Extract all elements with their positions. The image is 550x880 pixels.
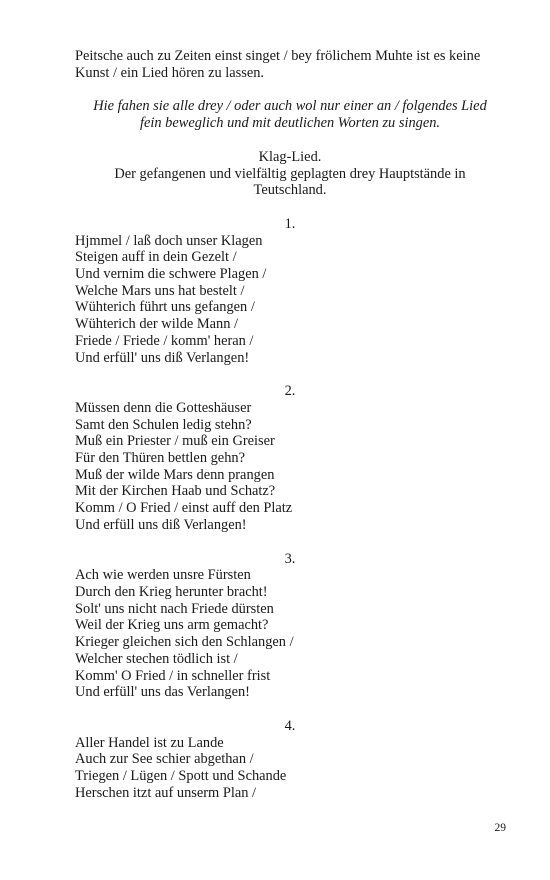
verse-line: Krieger gleichen sich den Schlangen /	[75, 634, 294, 651]
verse-line: Solt' uns nicht nach Friede dürsten	[75, 600, 274, 617]
verse-line: Welcher stechen tödlich ist /	[75, 650, 238, 667]
verse-line: Steigen auff in dein Gezelt /	[75, 249, 237, 266]
verse-line: Weil der Krieg uns arm gemacht?	[75, 617, 269, 634]
verse-line: Welche Mars uns hat bestelt /	[75, 282, 245, 299]
stanza-number: 3.	[284, 550, 296, 567]
verse-line: Muß ein Priester / muß ein Greiser	[75, 433, 275, 450]
prose-line: Kunst / ein Lied hören zu lassen.	[75, 64, 265, 81]
verse-line: Muß der wilde Mars denn prangen	[75, 466, 275, 483]
verse-line: Und vernim die schwere Plagen /	[75, 266, 267, 283]
verse-line: Wühterich der wilde Mann /	[75, 316, 239, 333]
verse-line: Für den Thüren bettlen gehn?	[75, 450, 245, 467]
verse-line: Friede / Friede / komm' heran /	[75, 332, 254, 349]
verse-line: Und erfüll' uns das Verlangen!	[75, 684, 250, 701]
verse-line: Komm' O Fried / in schneller frist	[75, 667, 271, 684]
verse-line: Aller Handel ist zu Lande	[75, 734, 224, 751]
verse-line: Samt den Schulen ledig stehn?	[75, 416, 252, 433]
verse-line: Mit der Kirchen Haab und Schatz?	[75, 483, 276, 500]
stanza-number: 2.	[284, 383, 296, 400]
page-number: 29	[494, 822, 506, 834]
prose-paragraph	[75, 48, 505, 81]
instruction-paragraph	[75, 98, 505, 131]
verse-line: Hjmmel / laß doch unser Klagen	[75, 232, 263, 249]
verse-line: Auch zur See schier abgethan /	[75, 751, 254, 768]
verse-line: Ach wie werden unsre Fürsten	[75, 567, 251, 584]
prose-line: Peitsche auch zu Zeiten einst singet / bey frölichem Muhte ist es keine	[75, 48, 481, 64]
stanza-3	[75, 551, 505, 701]
verse-line: Wühterich führt uns gefangen /	[75, 299, 255, 316]
stanza-1	[75, 216, 505, 366]
instruction-line: fein beweglich und mit deutlichen Worten zu singen.	[139, 115, 441, 132]
verse-line: Komm / O Fried / einst auff den Platz	[75, 500, 293, 517]
instruction-line: Hie fahen sie alle drey / oder auch wol nur einer an / folgendes Lied	[93, 98, 487, 115]
page-body	[75, 48, 505, 801]
verse-line: Triegen / Lügen / Spott und Schande	[75, 768, 287, 785]
verse-line: Und erfüll' uns diß Verlangen!	[75, 349, 250, 366]
song-heading	[75, 149, 505, 199]
song-title: Klag-Lied.	[258, 148, 322, 165]
verse-line: Und erfüll uns diß Verlangen!	[75, 516, 247, 533]
verse-line: Durch den Krieg herunter bracht!	[75, 583, 268, 600]
stanza-4	[75, 718, 505, 802]
verse-line: Herschen itzt auf unserm Plan /	[75, 784, 257, 801]
stanza-number: 1.	[284, 215, 296, 232]
song-subtitle-line: Teutschland.	[253, 182, 327, 199]
stanza-number: 4.	[284, 717, 296, 734]
stanza-2	[75, 383, 505, 533]
song-subtitle-line: Der gefangenen und vielfältig geplagten drey Hauptstände in	[114, 165, 466, 182]
verse-line: Müssen denn die Gotteshäuser	[75, 399, 252, 416]
